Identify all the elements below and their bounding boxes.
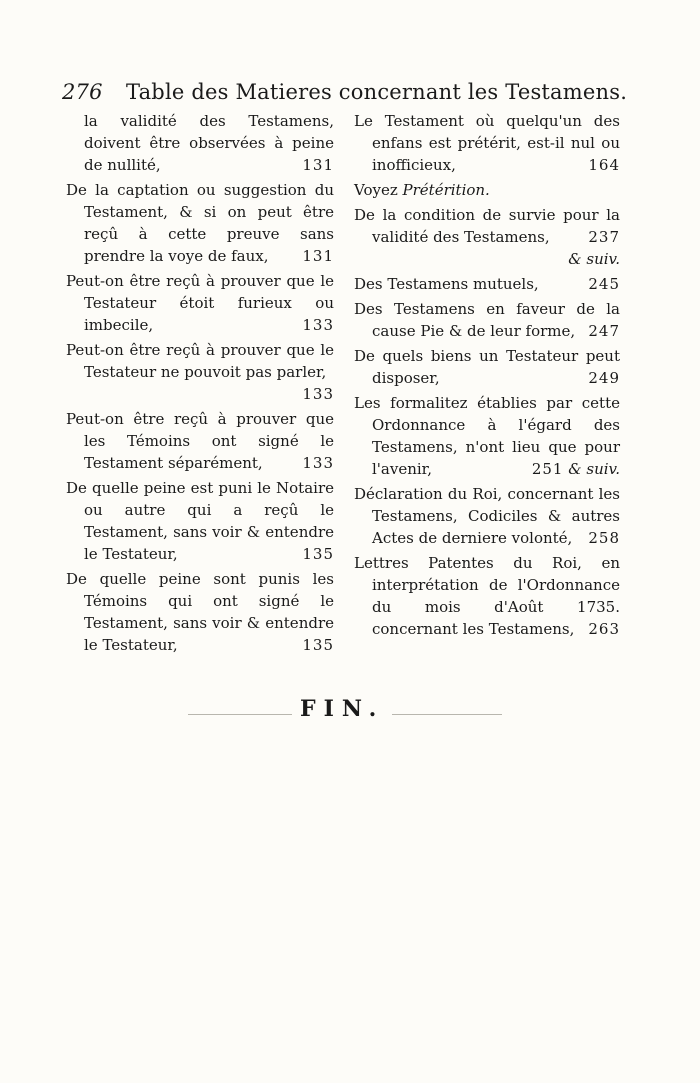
index-entry: Peut-on être reçû à prouver que le Testateur ne pouvoit pas parler, 133 xyxy=(66,341,334,403)
fin-rule-right xyxy=(392,714,502,715)
entry-page-number: 133 xyxy=(302,385,334,403)
entry-page-number: 135 xyxy=(302,636,334,654)
fin-rule-left xyxy=(188,714,292,715)
entry-page-number: 245 xyxy=(588,275,620,293)
index-entry: Des Testamens en faveur de la cause Pie & de leur forme, 247 xyxy=(354,300,620,340)
suiv-note: & suiv. xyxy=(568,460,620,478)
index-entry: De quelle peine est puni le Notaire ou autre qui a reçû le Testament, sans voir & entendre le Testateur, 135 xyxy=(66,479,334,563)
entry-page-number: 263 xyxy=(588,620,620,638)
index-entry: Déclaration du Roi, concernant les Testamens, Codiciles & autres Actes de derniere volonté, 258 xyxy=(354,485,620,547)
index-entry: Le Testament où quelqu'un des enfans est prétérit, est-il nul ou inofficieux, 164 xyxy=(354,112,620,174)
index-entry: De quelle peine sont punis les Témoins qui ont signé le Testament, sans voir & entendre le Testateur, 135 xyxy=(66,570,334,654)
index-entry: De quels biens un Testateur peut disposer, 249 xyxy=(354,347,620,387)
see-also-reference: Voyez Prétérition. xyxy=(354,181,490,199)
fin-mark: FIN. xyxy=(300,696,385,722)
index-right-column xyxy=(354,110,620,643)
page-number: 276 xyxy=(62,80,103,104)
entry-page-number: 164 xyxy=(588,156,620,174)
entry-page-number: 251 xyxy=(531,460,564,478)
index-left-column xyxy=(66,110,334,659)
entry-page-number: 258 xyxy=(588,529,620,547)
index-entry: Peut-on être reçû à prouver que les Témoins ont signé le Testament séparément, 133 xyxy=(66,410,334,472)
index-entry: Lettres Patentes du Roi, en interprétation de l'Ordonnance du mois d'Août 1735. concernant les Testamens, 263 xyxy=(354,554,620,638)
entry-page-number: 131 xyxy=(302,247,334,265)
index-entry: De la captation ou suggestion du Testament, & si on peut être reçû à cette preuve sans prendre la voye de faux, 131 xyxy=(66,181,334,265)
suiv-note: & suiv. xyxy=(568,250,620,268)
index-entry: Les formalitez établies par cette Ordonnance à l'égard des Testamens, n'ont lieu que pour l'avenir, 251 & suiv. xyxy=(354,394,620,478)
running-head xyxy=(62,80,642,104)
index-entry: De la condition de survie pour la validité des Testamens, 237 & suiv. xyxy=(354,206,620,268)
entry-page-number: 237 xyxy=(588,228,620,246)
index-entry: Peut-on être reçû à prouver que le Testateur étoit furieux ou imbecile, 133 xyxy=(66,272,334,334)
index-entry: Des Testamens mutuels, 245 xyxy=(354,275,620,293)
index-entry: la validité des Testamens, doivent être observées à peine de nullité, 131 xyxy=(84,112,334,174)
entry-page-number: 135 xyxy=(302,545,334,563)
entry-page-number: 249 xyxy=(588,369,620,387)
entry-page-number: 133 xyxy=(302,454,334,472)
running-title: Table des Matieres concernant les Testamens. xyxy=(126,80,628,104)
entry-page-number: 247 xyxy=(588,322,620,340)
entry-page-number: 131 xyxy=(302,156,334,174)
entry-page-number: 133 xyxy=(302,316,334,334)
